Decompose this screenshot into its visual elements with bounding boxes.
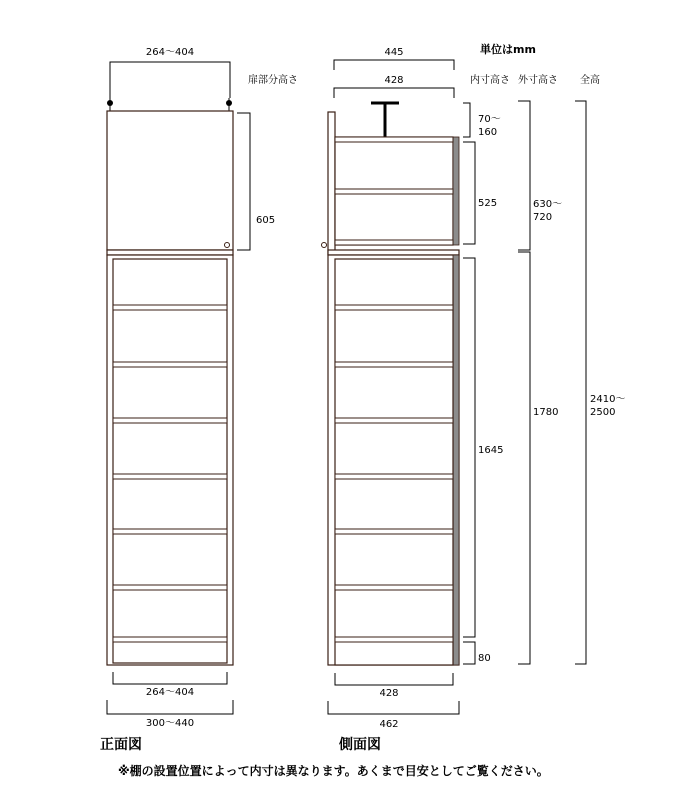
front-inner-width-label: 264～404	[145, 687, 195, 698]
side-total-h-label-1: 2410～	[590, 394, 626, 405]
side-shelf	[335, 305, 453, 310]
side-total-h-label-2: 2500	[590, 407, 616, 418]
front-view	[100, 47, 275, 753]
side-shelf	[335, 529, 453, 534]
front-upper-base	[107, 250, 233, 255]
side-shelf	[335, 585, 453, 590]
side-inner-h-upper-dim	[463, 142, 475, 244]
front-shelf	[113, 585, 227, 590]
side-shelf	[335, 474, 453, 479]
header-outer-height: 外寸高さ	[518, 75, 558, 86]
header-inner-height: 内寸高さ	[470, 75, 510, 86]
side-upper-door	[328, 112, 335, 254]
side-inner-h-upper-label: 525	[478, 198, 498, 209]
side-inner-h-base-label: 80	[478, 653, 491, 664]
side-inner-depth-bottom-dim	[335, 673, 453, 685]
side-upper-bottom	[335, 240, 453, 245]
side-view	[248, 42, 625, 753]
side-shelf	[335, 418, 453, 423]
side-upper-base	[328, 250, 459, 255]
front-shelf	[113, 474, 227, 479]
side-inner-h-top-label-1: 70～	[478, 114, 501, 125]
side-outer-depth-top-dim	[334, 60, 454, 70]
header-door-height: 扉部分高さ	[248, 75, 298, 86]
front-inner-width-dim	[113, 672, 227, 684]
side-inner-h-lower-dim	[463, 258, 475, 637]
front-door-height-dim	[237, 113, 250, 250]
side-upper-shelf	[335, 189, 453, 194]
side-inner-h-base-dim	[463, 642, 475, 664]
front-knob-left-head	[107, 100, 113, 106]
side-inner-depth-top-label: 428	[384, 75, 404, 86]
side-inner-h-top-label-2: 160	[478, 127, 498, 138]
side-shelf	[335, 637, 453, 642]
front-top-width-label: 264～404	[145, 47, 195, 58]
front-shelf	[113, 362, 227, 367]
front-caption: 正面図	[100, 737, 142, 753]
front-outer-width-dim	[107, 700, 233, 714]
side-inner-h-lower-label: 1645	[478, 445, 504, 456]
side-inner-h-top-dim	[463, 103, 470, 137]
front-knob-right-head	[226, 100, 232, 106]
side-outer-h-upper-dim	[518, 101, 530, 250]
side-lower-back	[453, 255, 459, 665]
side-outer-h-lower-label: 1780	[533, 407, 559, 418]
front-shelf	[113, 418, 227, 423]
side-caption: 側面図	[339, 737, 381, 753]
side-outer-depth-top-label: 445	[384, 47, 404, 58]
header-total-height: 全高	[580, 75, 600, 86]
side-upper-knob	[322, 243, 327, 248]
front-shelf	[113, 305, 227, 310]
front-upper-door	[107, 111, 233, 250]
side-outer-depth-bottom-dim	[328, 701, 459, 714]
front-outer-width-label: 300～440	[145, 718, 195, 729]
side-upper-top	[335, 137, 453, 142]
side-inner-depth-top-dim	[334, 88, 454, 98]
side-outer-depth-bottom-label: 462	[379, 719, 399, 730]
front-upper-knob	[225, 243, 230, 248]
front-top-width-dim	[110, 62, 230, 98]
front-door-height-label: 605	[256, 215, 276, 226]
unit-label: 単位はmm	[480, 43, 536, 56]
side-total-h-dim	[575, 101, 586, 664]
front-shelf	[113, 637, 227, 642]
side-upper-back	[453, 137, 459, 245]
side-outer-h-upper-label-1: 630～	[533, 199, 563, 210]
side-shelf	[335, 362, 453, 367]
footnote: ※棚の設置位置によって内寸は異なります。あくまで目安としてご覧ください。	[118, 764, 549, 778]
front-lower-inner	[113, 259, 227, 663]
front-shelf	[113, 529, 227, 534]
side-outer-h-upper-label-2: 720	[533, 212, 553, 223]
side-lower-inner	[335, 259, 453, 665]
side-outer-h-lower-dim	[518, 252, 530, 664]
side-inner-depth-bottom-label: 428	[379, 688, 399, 699]
